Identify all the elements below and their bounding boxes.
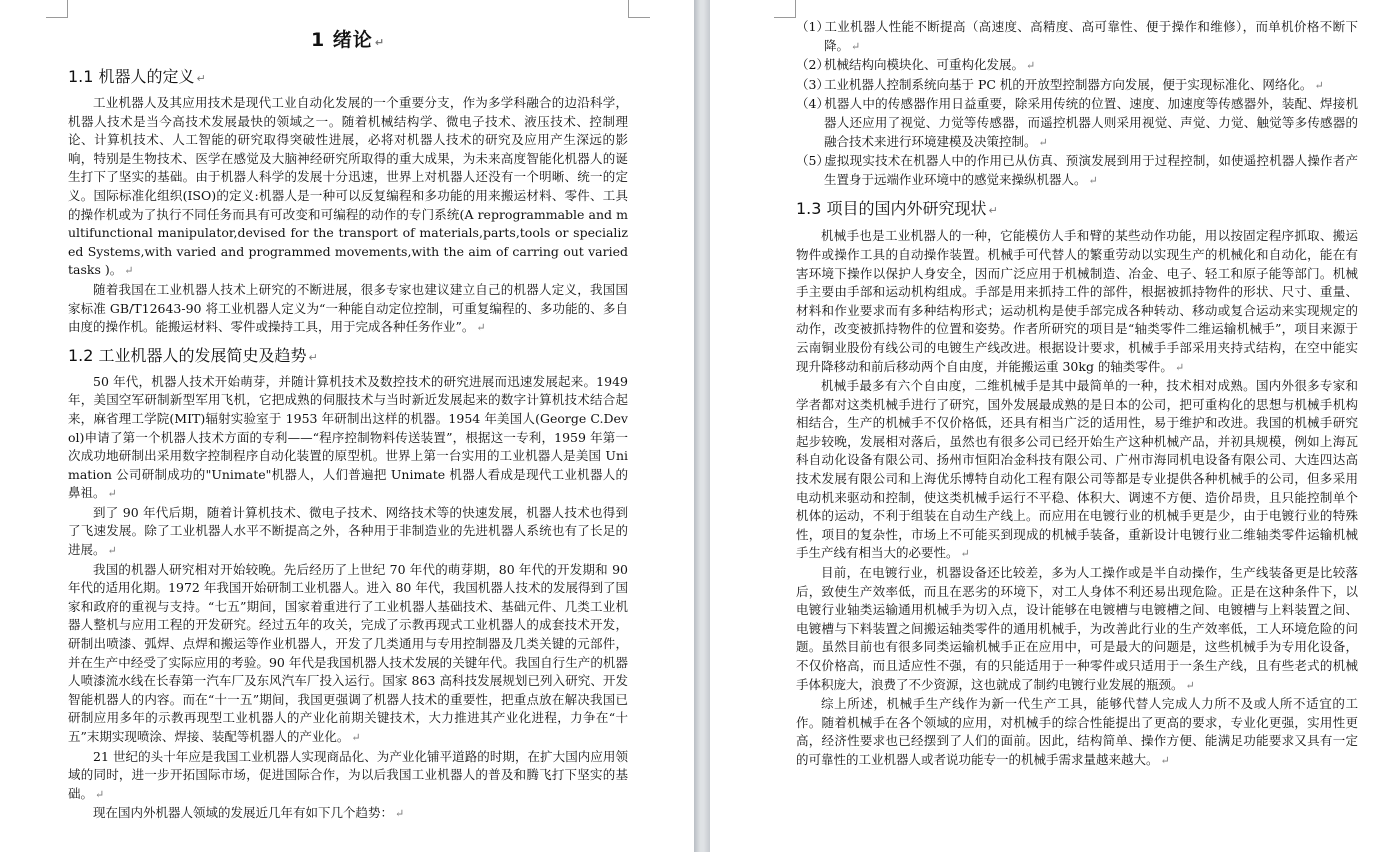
trend-list: [796, 18, 1358, 190]
page-corner-mark-top-left: [46, 0, 68, 18]
page-gutter: [694, 0, 710, 852]
chapter-title: 1 绪论 ↵: [310, 29, 386, 51]
section-heading: 1.2 工业机器人的发展简史及趋势 ↵: [68, 345, 318, 365]
page-content: [796, 0, 1358, 771]
section-heading: 1.3 项目的国内外研究现状 ↵: [796, 199, 998, 219]
page-corner-mark-top-right: [628, 0, 650, 18]
list-item: （5）虚拟现实技术在机器人中的作用已从仿真、预演发展到用于过程控制，如使遥控机器人操作者产生置身于远端作业环境中的感觉来操纵机器人。 ↵: [796, 153, 1358, 187]
page-corner-mark-top-left: [774, 0, 796, 18]
body-paragraph: 工业机器人及其应用技术是现代工业自动化发展的一个重要分支，作为多学科融合的边沿科学，机器人技术是当今高技术发展最快的领域之一。随着机械结构学、微电子技术、液压技术、控制理论、计算机技术、人工智能的研究取得突破性进展，必将对机器人技术的研究及应用产生深远的影响，特别是生物技术、医学在感觉及大脑神经研究所取得的重大成果，为未来高度智能化机器人的诞生打下了坚实的基础。由于机器人科学的发展十分迅速，世界上对机器人还没有一个明晰、统一的定义。国际标准化组织(ISO)的定义:机器人是一种可以反复编程和多功能的用来搬运材料、零件、工具的操作机或为了执行不同任务而具有可改变和可编程的动作的专门系统(A reprogrammable and multifunctional manipulator,devised for the transport of materials,parts,tools or specialized Systems,with varied and programmed movements,with the aim of carring out varied tasks )。 ↵: [68, 95, 628, 278]
body-paragraph: 到了 90 年代后期，随着计算机技术、微电子技术、网络技术等的快速发展，机器人技术也得到了飞速发展。除了工业机器人水平不断提高之外，各种用于非制造业的先进机器人系统也有了长足的进展。 ↵: [68, 504, 628, 558]
list-item: （3）工业机器人控制系统向基于 PC 机的开放型控制器方向发展，便于实现标准化、网络化。 ↵: [796, 76, 1324, 92]
document-page-right[interactable]: [710, 0, 1387, 852]
body-paragraph: 机械手最多有六个自由度，二维机械手是其中最简单的一种，技术相对成熟。国内外很多专家和学者都对这类机械手进行了研究，国外发展最成熟的是日本的公司，把可重构化的思想与机械手机构相结合，生产的机械手不仅价格低，还具有相当广泛的适用性，易于维护和改进。我国的机械手研究起步较晚，发展相对落后，虽然也有很多公司已经开始生产这种机械产品，并初具规模，例如上海瓦科自动化设备有限公司、扬州市恒阳冶金科技有限公司、广州市海同机电设备有限公司、大连四达高技术发展有限公司和上海优乐博特自动化工程有限公司等都是专业提供各种机械手的公司，但多采用电动机来驱动和控制，使这类机械手运行不平稳、体积大、调速不方便、造价昂贵，且只能控制单个机体的运动，不利于组装在自动生产线上。而应用在电镀行业的机械手更是少，由于电镀行业的特殊性，项目的复杂性，市场上不可能买到现成的机械手装备，重新设计电镀行业二维轴类零件运输机械手生产线有相当大的必要性。 ↵: [796, 378, 1358, 561]
list-item: （2）机械结构向模块化、可重构化发展。 ↵: [796, 57, 1036, 73]
body-paragraph: 21 世纪的头十年应是我国工业机器人实现商品化、为产业化铺平道路的时期，在扩大国内应用领域的同时，进一步开拓国际市场，促进国际合作，为以后我国工业机器人的普及和腾飞打下坚实的基础。 ↵: [68, 748, 628, 801]
body-paragraph: 随着我国在工业机器人技术上研究的不断进展，很多专家也建议建立自己的机器人定义，我国国家标准 GB/T12643-90 将工业机器人定义为“一种能自动定位控制，可重复编程的、多功能的、多自由度的操作机。能搬运材料、零件或操持工具，用于完成各种任务作业”。 ↵: [68, 281, 628, 335]
body-paragraph: 50 年代，机器人技术开始萌芽，并随计算机技术及数控技术的研究进展而迅速发展起来。1949 年，美国空军研制新型军用飞机，它把成熟的伺服技术与当时新近发展起来的数字计算机技术结合起来，麻省理工学院(MIT)辐射实验室于 1953 年研制出这样的机器。1954 年美国人(George C.Devol)申请了第一个机器人技术方面的专利——“程序控制物料传送装置”，根据这一专利，1959 年第一次成功地研制出采用数字控制程序自动化装置的原型机。世界上第一台实用的工业机器人是美国 Unimation 公司研制成功的"Unimate"机器人，人们普遍把 Unimate 机器人看成是现代工业机器人的鼻祖。 ↵: [68, 373, 628, 501]
page-content: [68, 0, 628, 824]
section-heading: 1.1 机器人的定义 ↵: [68, 67, 206, 86]
body-paragraph: 现在国内外机器人领域的发展近几年有如下几个趋势： ↵: [93, 805, 405, 821]
list-item: （1）工业机器人性能不断提高（高速度、高精度、高可靠性、便于操作和维修），而单机价格不断下降。 ↵: [796, 19, 1358, 53]
body-paragraph: 目前，在电镀行业，机器设备还比较差，多为人工操作或是半自动操作，生产线装备更是比较落后，致使生产效率低，而且在恶劣的环境下，对工人身体不利还易出现危险。正是在这种条件下，以电镀行业轴类运输通用机械手为切入点，设计能够在电镀槽与电镀槽之间、电镀槽与上料装置之间、电镀槽与下料装置之间搬运轴类零件的通用机械手，为改善此行业的生产效率低，工人环境危险的问题。虽然目前也有很多同类运输机械手正在应用中，可是最大的问题是，这些机械手为专用化设备，不仅价格高，而且适应性不强，有的只能适用于一种零件或只适用于一条生产线，且有些老式的机械手体积庞大，浪费了不少资源，这也就成了制约电镀行业发展的瓶颈。 ↵: [796, 565, 1358, 692]
body-paragraph: 机械手也是工业机器人的一种，它能模仿人手和臂的某些动作功能，用以按固定程序抓取、搬运物件或操作工具的自动操作装置。机械手可代替人的繁重劳动以实现生产的机械化和自动化，能在有害环境下操作以保护人身安全，因而广泛应用于机械制造、冶金、电子、轻工和原子能等部门。机械手主要由手部和运动机构组成。手部是用来抓持工件的部件，根据被抓持物件的形状、尺寸、重量、材料和作业要求而有多种结构形式；运动机构是使手部完成各种转动、移动或复合运动来实现规定的动作，改变被抓持物件的位置和姿势。作者所研究的项目是“轴类零件二维运输机械手”，项目来源于云南铜业股份有线公司的电镀生产线改进。根据设计要求，机械手手部采用夹持式结构，在空中能实现升降移动和前后移动两个自由度，并能搬运重 30kg 的轴类零件。 ↵: [796, 228, 1358, 374]
body-paragraph: 我国的机器人研究相对开始较晚。先后经历了上世纪 70 年代的萌芽期，80 年代的开发期和 90 年代的适用化期。1972 年我国开始研制工业机器人。进入 80 年代，我国机器人技术的发展得到了国家和政府的重视与支持。“七五”期间，国家着重进行了工业机器人基础技术、基础元件、几类工业机器人整机与应用工程的开发研究。经过五年的攻关，完成了示教再现式工业机器人的成套技术开发，研制出喷漆、弧焊、点焊和搬运等作业机器人，开发了几类通用与专用控制器及几类关键的元部件，并在生产中经受了实际应用的考验。90 年代是我国机器人技术发展的关键年代。我国自行生产的机器人喷漆流水线在长春第一汽车厂及东风汽车厂投入运行。国家 863 高科技发展规划已列入研究、开发智能机器人的内容。而在“十一五”期间，我国更强调了机器人技术的重要性，把重点放在解决我国已研制应用多年的示教再现型工业机器人的产业化前期关键技术，大力推进其产业化进程，力争在“十五”末期实现喷涂、焊接、装配等机器人的产业化。 ↵: [68, 561, 628, 744]
list-item: （4）机器人中的传感器作用日益重要，除采用传统的位置、速度、加速度等传感器外，装配、焊接机器人还应用了视觉、力觉等传感器，而遥控机器人则采用视觉、声觉、力觉、触觉等多传感器的融合技术来进行环境建模及决策控制。 ↵: [796, 96, 1358, 149]
body-paragraph: 综上所述，机械手生产线作为新一代生产工具，能够代替人完成人力所不及或人所不适宜的工作。随着机械手在各个领域的应用，对机械手的综合性能提出了更高的要求，专业化更强，实用性更高，经济性要求也已经摆到了人们的面前。因此，结构简单、操作方便、能满足功能要求又具有一定的可靠性的工业机器人或者说功能专一的机械手需求量越来越大。 ↵: [796, 696, 1358, 767]
